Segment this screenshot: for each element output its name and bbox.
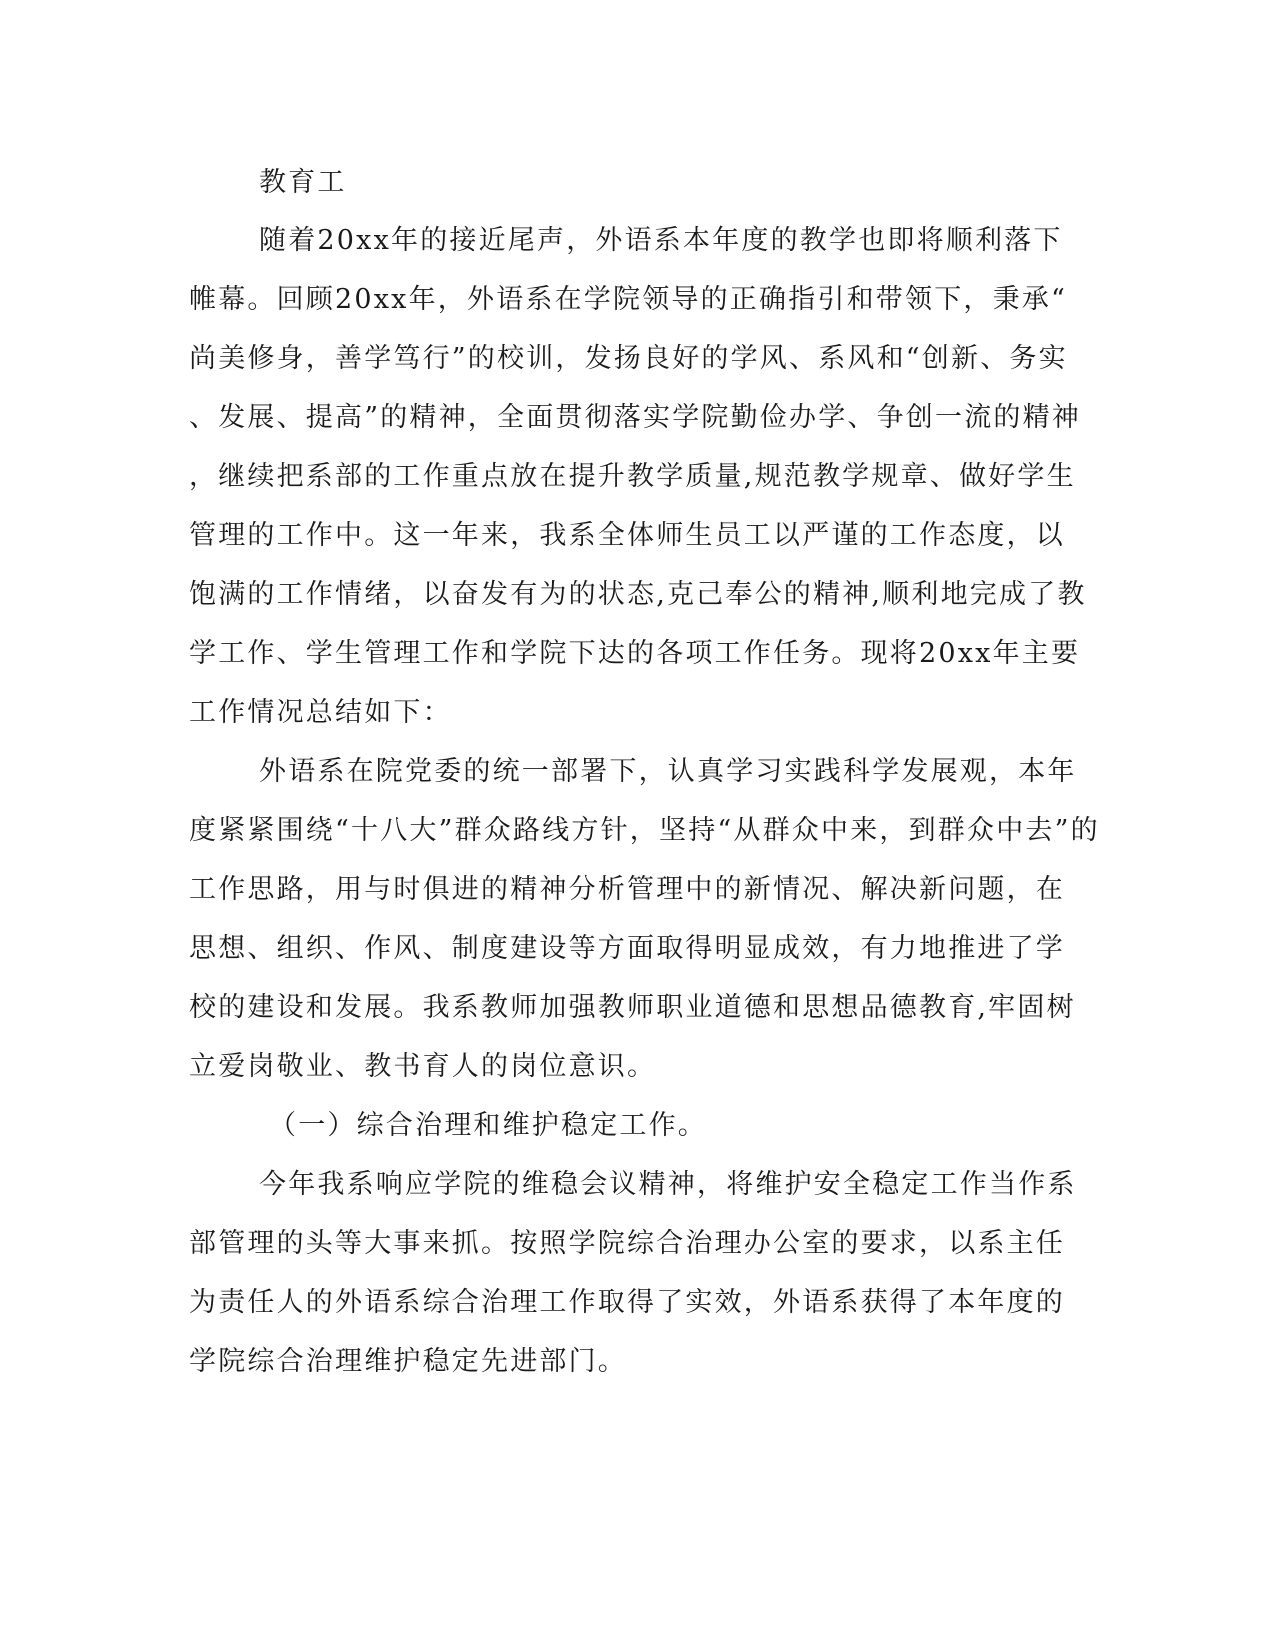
paragraph-line: 帷幕。回顾20xx年，外语系在学院领导的正确指引和带领下，秉承“	[189, 284, 1068, 315]
paragraph-line: 立爱岗敬业、教书育人的岗位意识。	[189, 1051, 657, 1082]
paragraph-line: 工作思路，用与时俱进的精神分析管理中的新情况、解决新问题，在	[189, 874, 1065, 905]
paragraph-line: 度紧紧围绕“十八大”群众路线方针，坚持“从群众中来，到群众中去”的	[189, 815, 1100, 846]
paragraph-line: 部管理的头等大事来抓。按照学院综合治理办公室的要求，以系主任	[189, 1228, 1065, 1259]
paragraph-line: 思想、组织、作风、制度建设等方面取得明显成效，有力地推进了学	[189, 933, 1065, 964]
document-heading: 教育工	[259, 167, 347, 198]
paragraph-line: 为责任人的外语系综合治理工作取得了实效，外语系获得了本年度的	[189, 1287, 1065, 1318]
paragraph-line: 学工作、学生管理工作和学院下达的各项工作任务。现将20xx年主要	[189, 638, 1081, 669]
paragraph-line: 随着20xx年的接近尾声，外语系本年度的教学也即将顺利落下	[259, 225, 1063, 256]
paragraph-line: 校的建设和发展。我系教师加强教师职业道德和思想品德教育,牢固树	[189, 992, 1076, 1023]
paragraph-line: 尚美修身，善学笃行”的校训，发扬良好的学风、系风和“创新、务实	[189, 343, 1068, 374]
paragraph-line: 饱满的工作情绪，以奋发有为的状态,克己奉公的精神,顺利地完成了教	[189, 579, 1087, 610]
paragraph-line: 管理的工作中。这一年来，我系全体师生员工以严谨的工作态度，以	[189, 520, 1065, 551]
paragraph-line: 学院综合治理维护稳定先进部门。	[189, 1346, 627, 1377]
paragraph-line: ，继续把系部的工作重点放在提升教学质量,规范教学规章、做好学生	[189, 461, 1076, 492]
section-heading: （一）综合治理和维护稳定工作。	[269, 1110, 707, 1141]
paragraph-line: 、发展、提高”的精神，全面贯彻落实学院勤俭办学、争创一流的精神	[189, 402, 1082, 433]
paragraph-line: 外语系在院党委的统一部署下，认真学习实践科学发展观，本年	[259, 756, 1077, 787]
paragraph-line: 工作情况总结如下：	[189, 697, 452, 728]
paragraph-line: 今年我系响应学院的维稳会议精神，将维护安全稳定工作当作系	[259, 1169, 1077, 1200]
